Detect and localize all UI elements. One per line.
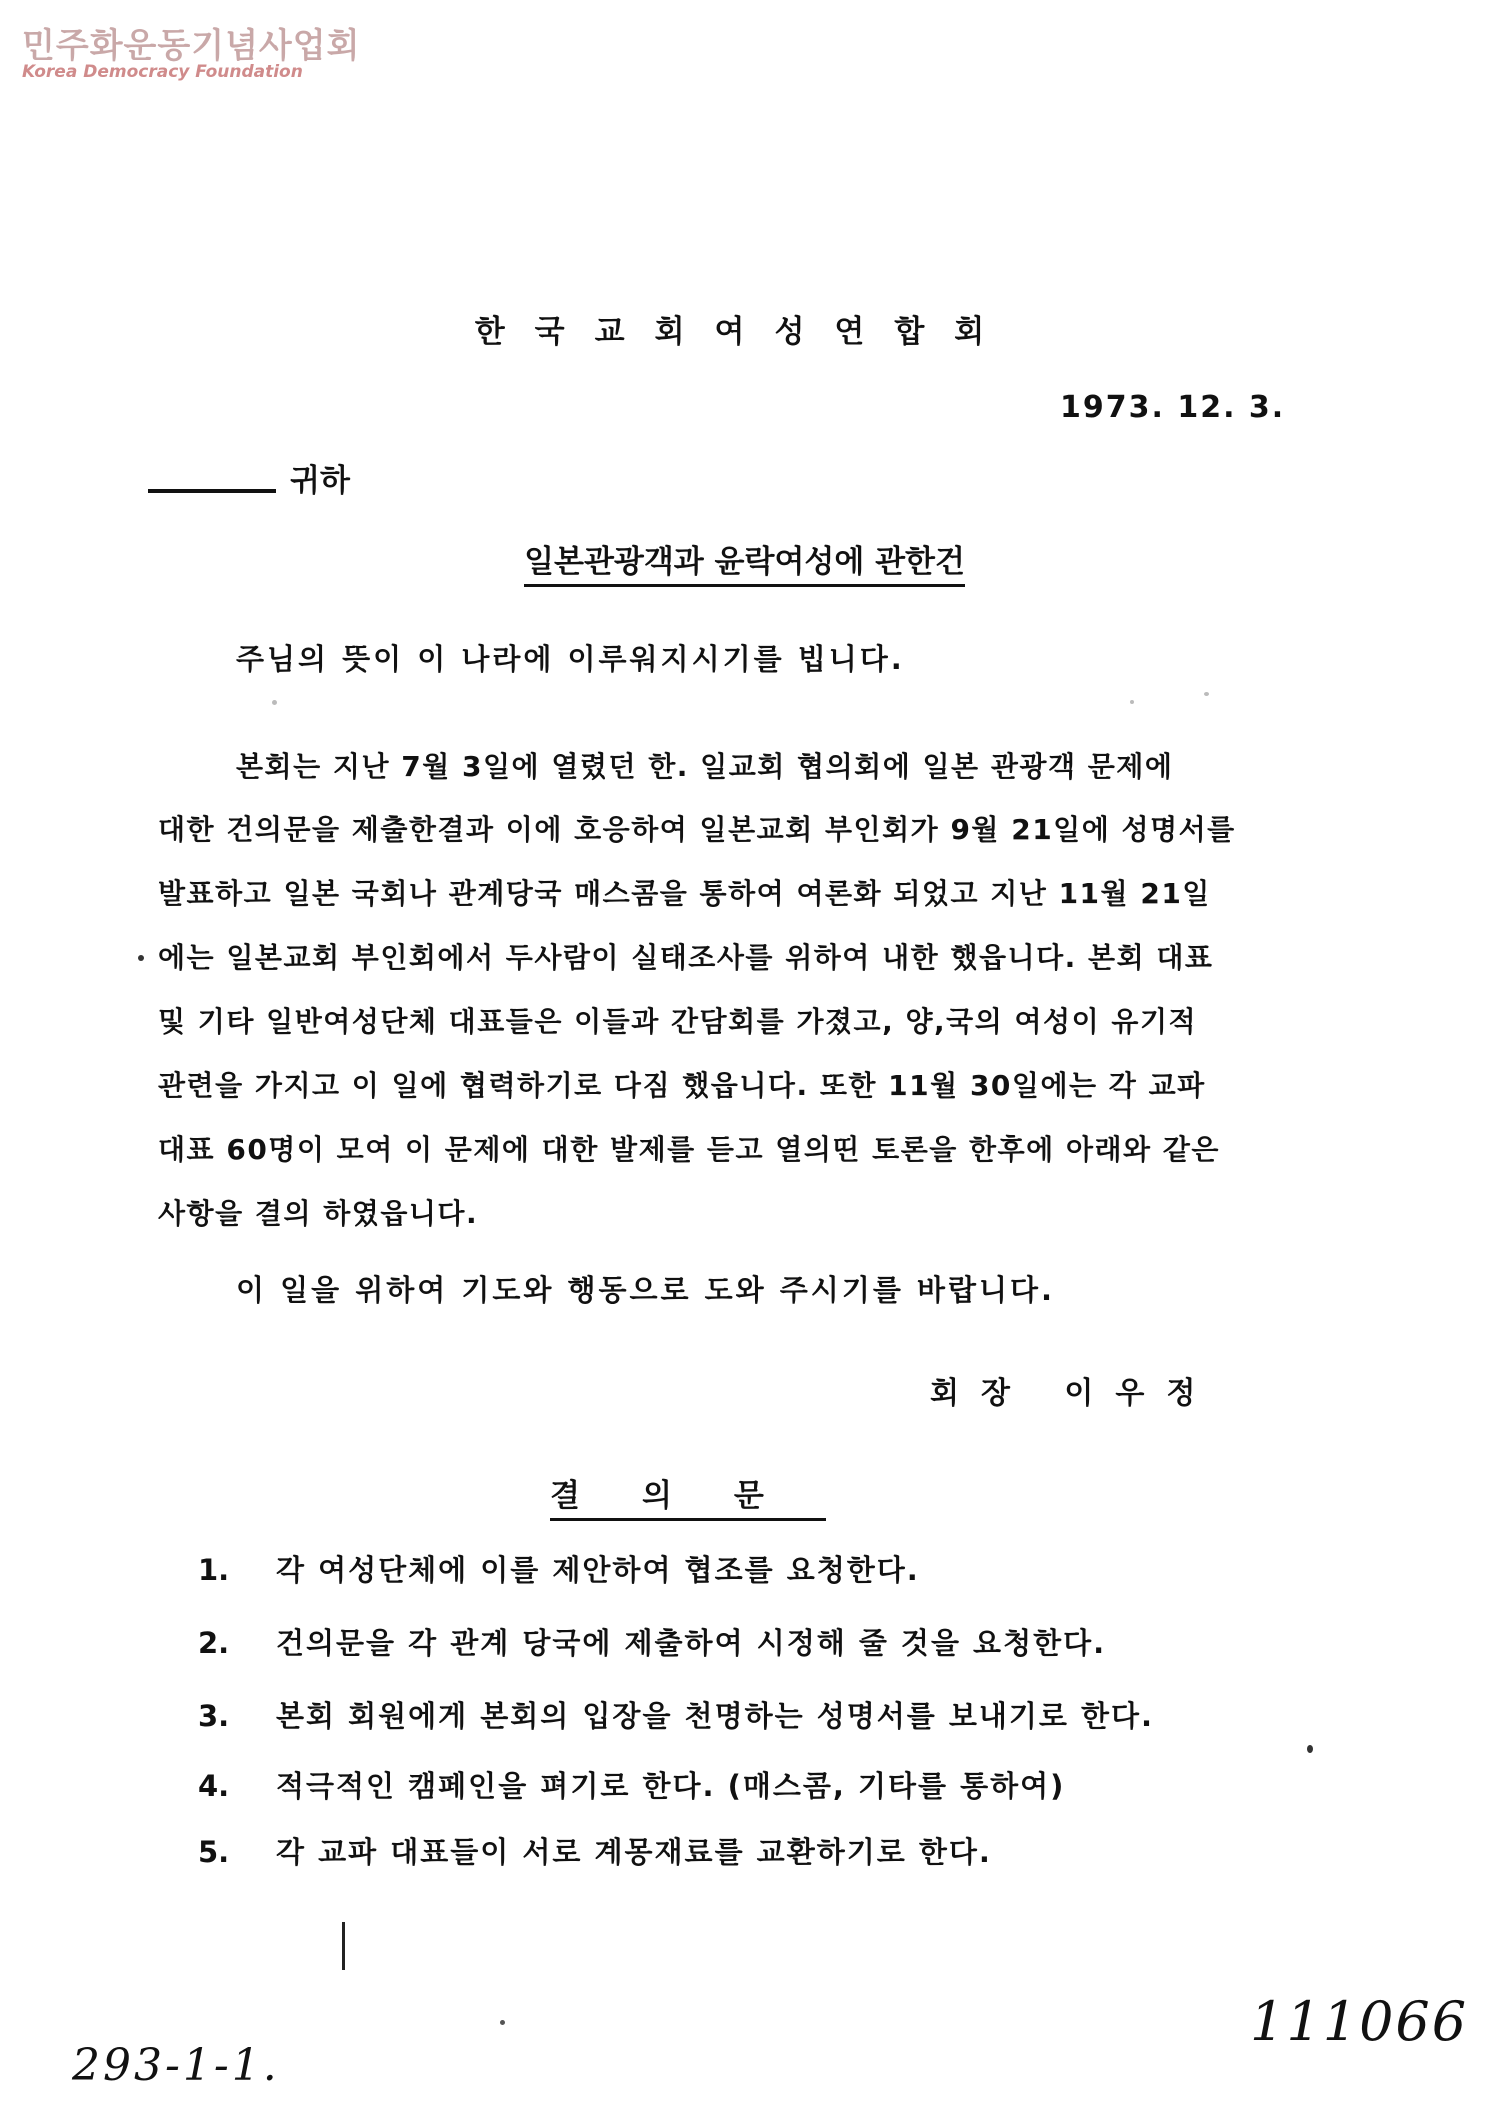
body-line: 본회는 지난 7월 3일에 열렸던 한. 일교회 협의회에 일본 관광객 문제에 <box>236 750 1174 783</box>
file-reference: 293-1-1. <box>72 2040 280 2091</box>
body-line: 발표하고 일본 국회나 관계당국 매스콤을 통하여 여론화 되었고 지난 11월 21일 <box>158 877 1211 910</box>
resolution-item <box>198 1764 1065 1805</box>
body-line: 에는 일본교회 부인회에서 두사람이 실태조사를 위하여 내한 했읍니다. 본회 대표 <box>158 941 1214 974</box>
letter-closing: 이 일을 위하여 기도와 행동으로 도와 주시기를 바랍니다. <box>236 1273 1056 1307</box>
letter-greeting: 주님의 뜻이 이 나라에 이루워지시기를 빕니다. <box>236 642 905 676</box>
scan-speck <box>1130 700 1134 704</box>
archive-number: 111066 <box>1250 1990 1469 2053</box>
resolution-item <box>198 1548 920 1589</box>
body-line: 대표 60명이 모여 이 문제에 대한 발제를 듣고 열의띤 토론을 한후에 아래와 같은 <box>158 1133 1220 1166</box>
scan-speck <box>138 955 144 961</box>
addressee-suffix: 귀하 <box>290 463 350 499</box>
letter-subject <box>0 536 1489 581</box>
scan-speck <box>1204 692 1209 696</box>
letter-signer: 회장 이우정 <box>930 1376 1218 1411</box>
addressee-blank <box>148 489 276 493</box>
scan-speck <box>500 2020 505 2025</box>
resolution-item-number: 5. <box>198 1835 230 1869</box>
resolution-item-text: 각 여성단체에 이를 제안하여 협조를 요청한다. <box>276 1553 920 1587</box>
body-line: 및 기타 일반여성단체 대표들은 이들과 간담회를 가졌고, 양,국의 여성이 유기적 <box>158 1005 1198 1038</box>
body-line: 사항을 결의 하였읍니다. <box>158 1197 479 1230</box>
scan-speck <box>272 700 277 705</box>
foundation-watermark-english: Korea Democracy Foundation <box>22 62 303 82</box>
resolution-item-text: 적극적인 캠페인을 펴기로 한다. (매스콤, 기타를 통하여) <box>276 1769 1066 1803</box>
resolution-item <box>198 1694 1154 1735</box>
resolution-item <box>198 1621 1106 1662</box>
body-line: 대한 건의문을 제출한결과 이에 호응하여 일본교회 부인회가 9월 21일에 성명서를 <box>158 813 1236 846</box>
letter-subject-text: 일본관광객과 윤락여성에 관한건 <box>524 544 965 587</box>
scan-speck <box>1307 1745 1313 1753</box>
letter-date: 1973. 12. 3. <box>1060 390 1286 425</box>
resolution-item-number: 4. <box>198 1769 230 1803</box>
resolution-title <box>550 1470 826 1515</box>
resolution-item-text: 본회 회원에게 본회의 입장을 천명하는 성명서를 보내기로 한다. <box>276 1699 1155 1733</box>
foundation-watermark-korean: 민주화운동기념사업회 <box>22 26 361 66</box>
resolution-item-text: 건의문을 각 관계 당국에 제출하여 시정해 줄 것을 요청한다. <box>276 1626 1107 1660</box>
resolution-item-text: 각 교파 대표들이 서로 계몽재료를 교환하기로 한다. <box>276 1835 992 1869</box>
resolution-title-text: 결의문 <box>550 1478 826 1521</box>
resolution-item-number: 1. <box>198 1553 230 1587</box>
body-line: 관련을 가지고 이 일에 협력하기로 다짐 했읍니다. 또한 11월 30일에는 각 교파 <box>158 1069 1206 1102</box>
resolution-item-number: 3. <box>198 1699 230 1733</box>
resolution-item-number: 2. <box>198 1626 230 1660</box>
organization-title: 한국교회여성연합회 <box>474 314 1015 350</box>
scan-mark <box>342 1922 345 1970</box>
resolution-item <box>198 1830 992 1871</box>
